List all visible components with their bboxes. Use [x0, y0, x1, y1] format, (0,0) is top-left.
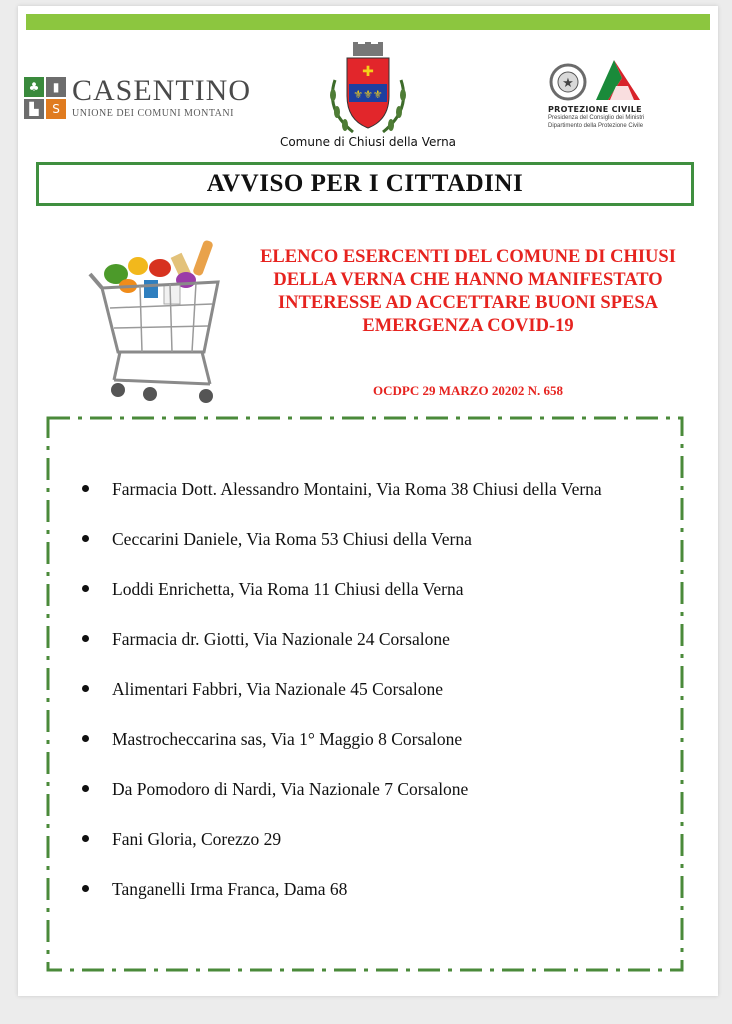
list-item: Fani Gloria, Corezzo 29 — [82, 814, 702, 864]
comune-caption: Comune di Chiusi della Verna — [279, 135, 457, 149]
ordinance-reference: OCDPC 29 MARZO 20202 N. 658 — [373, 383, 563, 398]
document-page — [18, 6, 718, 996]
italian-republic-emblem-icon — [548, 62, 588, 102]
list-item: Tanganelli Irma Franca, Dama 68 — [82, 864, 702, 914]
list-item: Mastrocheccarina sas, Via 1° Maggio 8 Corsalone — [82, 714, 702, 764]
casentino-emblem-icon: ♣ ▮ ▙ S — [24, 77, 66, 119]
protezione-civile-line1: Presidenza del Consiglio dei Ministri — [548, 115, 645, 121]
announcement-headline: ELENCO ESERCENTI DEL COMUNE DI CHIUSI DELLA VERNA CHE HANNO MANIFESTATO INTERESSE AD ACCETTARE BUONI SPESA EMERGENZA COVID-19 — [260, 247, 676, 336]
list-item: Alimentari Fabbri, Via Nazionale 45 Corsalone — [82, 664, 702, 714]
protezione-civile-logo — [548, 56, 698, 130]
list-item: Loddi Enrichetta, Via Roma 11 Chiusi della Verna — [82, 564, 702, 614]
list-item: Farmacia Dott. Alessandro Montaini, Via Roma 38 Chiusi della Verna — [82, 464, 702, 514]
casentino-subtitle: UNIONE DEI COMUNI MONTANI — [72, 108, 234, 119]
protezione-civile-title: PROTEZIONE CIVILE — [548, 105, 642, 114]
municipal-crest-icon — [323, 40, 413, 140]
list-item: Farmacia dr. Giotti, Via Nazionale 24 Corsalone — [82, 614, 702, 664]
shopping-cart-icon — [80, 234, 230, 412]
svg-text:★: ★ — [562, 76, 574, 91]
svg-text:⚜⚜⚜: ⚜⚜⚜ — [353, 88, 383, 101]
protezione-civile-line2: Dipartimento della Protezione Civile — [548, 123, 644, 129]
list-item: Ceccarini Daniele, Via Roma 53 Chiusi della Verna — [82, 514, 702, 564]
top-green-bar — [26, 14, 710, 30]
merchant-list — [82, 464, 702, 914]
svg-text:✚: ✚ — [362, 64, 374, 80]
merchant-list-box — [46, 416, 684, 972]
casentino-logo — [24, 76, 251, 119]
casentino-title: CASENTINO — [72, 74, 251, 107]
protezione-civile-triangle-icon — [594, 56, 642, 102]
notice-title-box: AVVISO PER I CITTADINI — [36, 162, 694, 206]
list-item: Da Pomodoro di Nardi, Via Nazionale 7 Corsalone — [82, 764, 702, 814]
